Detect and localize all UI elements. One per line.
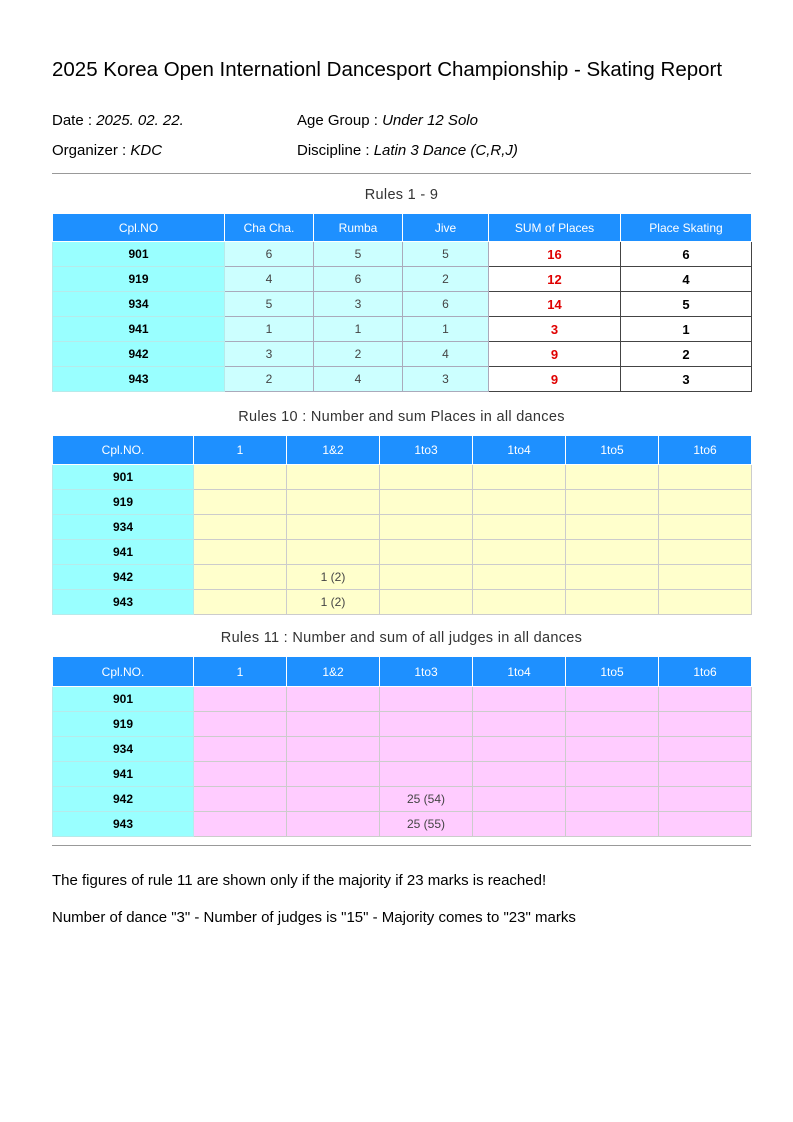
table-row [53,242,752,267]
col-header: 1to5 [566,657,659,687]
table-row [53,687,752,712]
majority-cell [659,812,752,837]
rules-1-9-table [52,213,752,392]
date-value: 2025. 02. 22. [96,112,184,129]
discipline-field [297,142,518,160]
table-header-row [53,657,752,687]
majority-cell [659,490,752,515]
rules-1-9-caption: Rules 1 - 9 [364,187,439,203]
rumba-place-cell: 5 [314,242,403,267]
majority-note: The figures of rule 11 are shown only if the majority if 23 marks is reached! [52,872,547,889]
col-header: 1to4 [473,436,566,465]
majority-cell [380,465,473,490]
table-row [53,565,752,590]
couple-number-cell: 901 [53,465,194,490]
couple-number-cell: 934 [53,292,225,317]
organizer-field [52,142,162,160]
col-header: 1to5 [566,436,659,465]
majority-cell [473,762,566,787]
majority-cell [287,787,380,812]
couple-number-cell: 934 [53,515,194,540]
majority-cell [566,465,659,490]
header-divider [52,173,751,174]
majority-cell [194,812,287,837]
table-row [53,590,752,615]
col-header: 1to3 [380,657,473,687]
col-header: 1to6 [659,436,752,465]
date-label: Date : [52,112,93,129]
col-header: 1&2 [287,436,380,465]
majority-cell [194,787,287,812]
sum-of-places-cell: 9 [489,342,621,367]
table-row [53,292,752,317]
couple-number-cell: 943 [53,367,225,392]
majority-cell [473,515,566,540]
majority-cell [380,712,473,737]
majority-cell [287,687,380,712]
jive-place-cell: 6 [403,292,489,317]
report-title: 2025 Korea Open Internationl Dancesport Championship - Skating Report [52,58,723,81]
sum-of-places-cell: 3 [489,317,621,342]
majority-cell [380,540,473,565]
majority-cell [659,712,752,737]
majority-cell [659,465,752,490]
majority-cell: 25 (55) [380,812,473,837]
table-row [53,737,752,762]
organizer-label: Organizer : [52,142,127,159]
rumba-place-cell: 3 [314,292,403,317]
majority-cell [380,737,473,762]
table-row [53,762,752,787]
couple-number-cell: 942 [53,565,194,590]
majority-cell [566,590,659,615]
couple-number-cell: 941 [53,540,194,565]
majority-cell [473,787,566,812]
majority-cell [287,737,380,762]
date-field [52,112,184,130]
place-skating-cell: 6 [621,242,752,267]
col-header: Rumba [314,214,403,242]
couple-number-cell: 941 [53,762,194,787]
majority-cell [194,590,287,615]
couple-number-cell: 901 [53,687,194,712]
majority-cell [194,540,287,565]
majority-cell [566,565,659,590]
majority-cell [287,540,380,565]
jive-place-cell: 1 [403,317,489,342]
majority-cell [473,490,566,515]
majority-cell [380,590,473,615]
jive-place-cell: 2 [403,267,489,292]
age-group-label: Age Group : [297,112,378,129]
majority-cell [659,737,752,762]
majority-cell [194,687,287,712]
majority-cell [380,762,473,787]
rules-10-table [52,435,752,615]
table-row [53,367,752,392]
majority-cell [566,762,659,787]
majority-cell [287,490,380,515]
couple-number-cell: 941 [53,317,225,342]
couple-number-cell: 942 [53,787,194,812]
judges-note: Number of dance "3" - Number of judges is "15" - Majority comes to "23" marks [52,909,576,926]
majority-cell [566,687,659,712]
jive-place-cell: 3 [403,367,489,392]
couple-number-cell: 919 [53,712,194,737]
couple-number-cell: 934 [53,737,194,762]
majority-cell [473,812,566,837]
majority-cell [287,712,380,737]
col-header: Cha Cha. [225,214,314,242]
rules-11-caption: Rules 11 : Number and sum of all judges in all dances [220,630,583,646]
col-header: 1 [194,436,287,465]
majority-cell [473,687,566,712]
majority-cell [473,737,566,762]
majority-cell [659,787,752,812]
majority-cell [659,590,752,615]
col-header: 1 [194,657,287,687]
col-header: 1to6 [659,657,752,687]
place-skating-cell: 1 [621,317,752,342]
col-header: SUM of Places [489,214,621,242]
sum-of-places-cell: 12 [489,267,621,292]
majority-cell [659,540,752,565]
majority-cell [659,565,752,590]
couple-number-cell: 901 [53,242,225,267]
majority-cell [287,465,380,490]
discipline-label: Discipline : [297,142,370,159]
age-group-field [297,112,478,130]
majority-cell [194,762,287,787]
col-header: Cpl.NO. [53,657,194,687]
rumba-place-cell: 4 [314,367,403,392]
majority-cell [566,812,659,837]
place-skating-cell: 5 [621,292,752,317]
majority-cell [566,490,659,515]
majority-cell [194,465,287,490]
majority-cell [194,565,287,590]
majority-cell [194,712,287,737]
majority-cell [659,515,752,540]
cha-cha-place-cell: 5 [225,292,314,317]
table-row [53,540,752,565]
table-row [53,490,752,515]
table-row [53,515,752,540]
table-row [53,267,752,292]
majority-cell [659,687,752,712]
couple-number-cell: 943 [53,590,194,615]
majority-cell: 25 (54) [380,787,473,812]
sum-of-places-cell: 14 [489,292,621,317]
majority-cell [380,565,473,590]
table-header-row [53,436,752,465]
majority-cell [194,737,287,762]
majority-cell [194,490,287,515]
majority-cell [380,687,473,712]
majority-cell [473,565,566,590]
cha-cha-place-cell: 2 [225,367,314,392]
majority-cell [287,812,380,837]
place-skating-cell: 4 [621,267,752,292]
table-row [53,712,752,737]
majority-cell: 1 (2) [287,590,380,615]
majority-cell [194,515,287,540]
table-header-row [53,214,752,242]
majority-cell [473,465,566,490]
col-header: Cpl.NO. [53,436,194,465]
majority-cell: 1 (2) [287,565,380,590]
majority-cell [473,712,566,737]
cha-cha-place-cell: 3 [225,342,314,367]
sum-of-places-cell: 9 [489,367,621,392]
organizer-value: KDC [130,142,163,159]
col-header: Jive [403,214,489,242]
couple-number-cell: 943 [53,812,194,837]
cha-cha-place-cell: 1 [225,317,314,342]
majority-cell [566,540,659,565]
table-row [53,342,752,367]
table-row [53,465,752,490]
majority-cell [287,515,380,540]
cha-cha-place-cell: 4 [225,267,314,292]
majority-cell [659,762,752,787]
rumba-place-cell: 1 [314,317,403,342]
majority-cell [566,515,659,540]
majority-cell [287,762,380,787]
rumba-place-cell: 2 [314,342,403,367]
majority-cell [566,787,659,812]
majority-cell [380,515,473,540]
table-row [53,812,752,837]
footer-divider [52,845,751,846]
couple-number-cell: 919 [53,490,194,515]
age-group-value: Under 12 Solo [382,112,478,129]
couple-number-cell: 919 [53,267,225,292]
sum-of-places-cell: 16 [489,242,621,267]
rules-10-caption: Rules 10 : Number and sum Places in all dances [238,409,565,425]
col-header: 1to4 [473,657,566,687]
jive-place-cell: 5 [403,242,489,267]
table-row [53,317,752,342]
rules-11-table [52,656,752,837]
col-header: Place Skating [621,214,752,242]
majority-cell [473,540,566,565]
rumba-place-cell: 6 [314,267,403,292]
couple-number-cell: 942 [53,342,225,367]
col-header: 1&2 [287,657,380,687]
place-skating-cell: 2 [621,342,752,367]
table-row [53,787,752,812]
place-skating-cell: 3 [621,367,752,392]
majority-cell [566,712,659,737]
discipline-value: Latin 3 Dance (C,R,J) [373,142,518,159]
majority-cell [380,490,473,515]
majority-cell [473,590,566,615]
jive-place-cell: 4 [403,342,489,367]
col-header: 1to3 [380,436,473,465]
cha-cha-place-cell: 6 [225,242,314,267]
majority-cell [566,737,659,762]
col-header: Cpl.NO [53,214,225,242]
